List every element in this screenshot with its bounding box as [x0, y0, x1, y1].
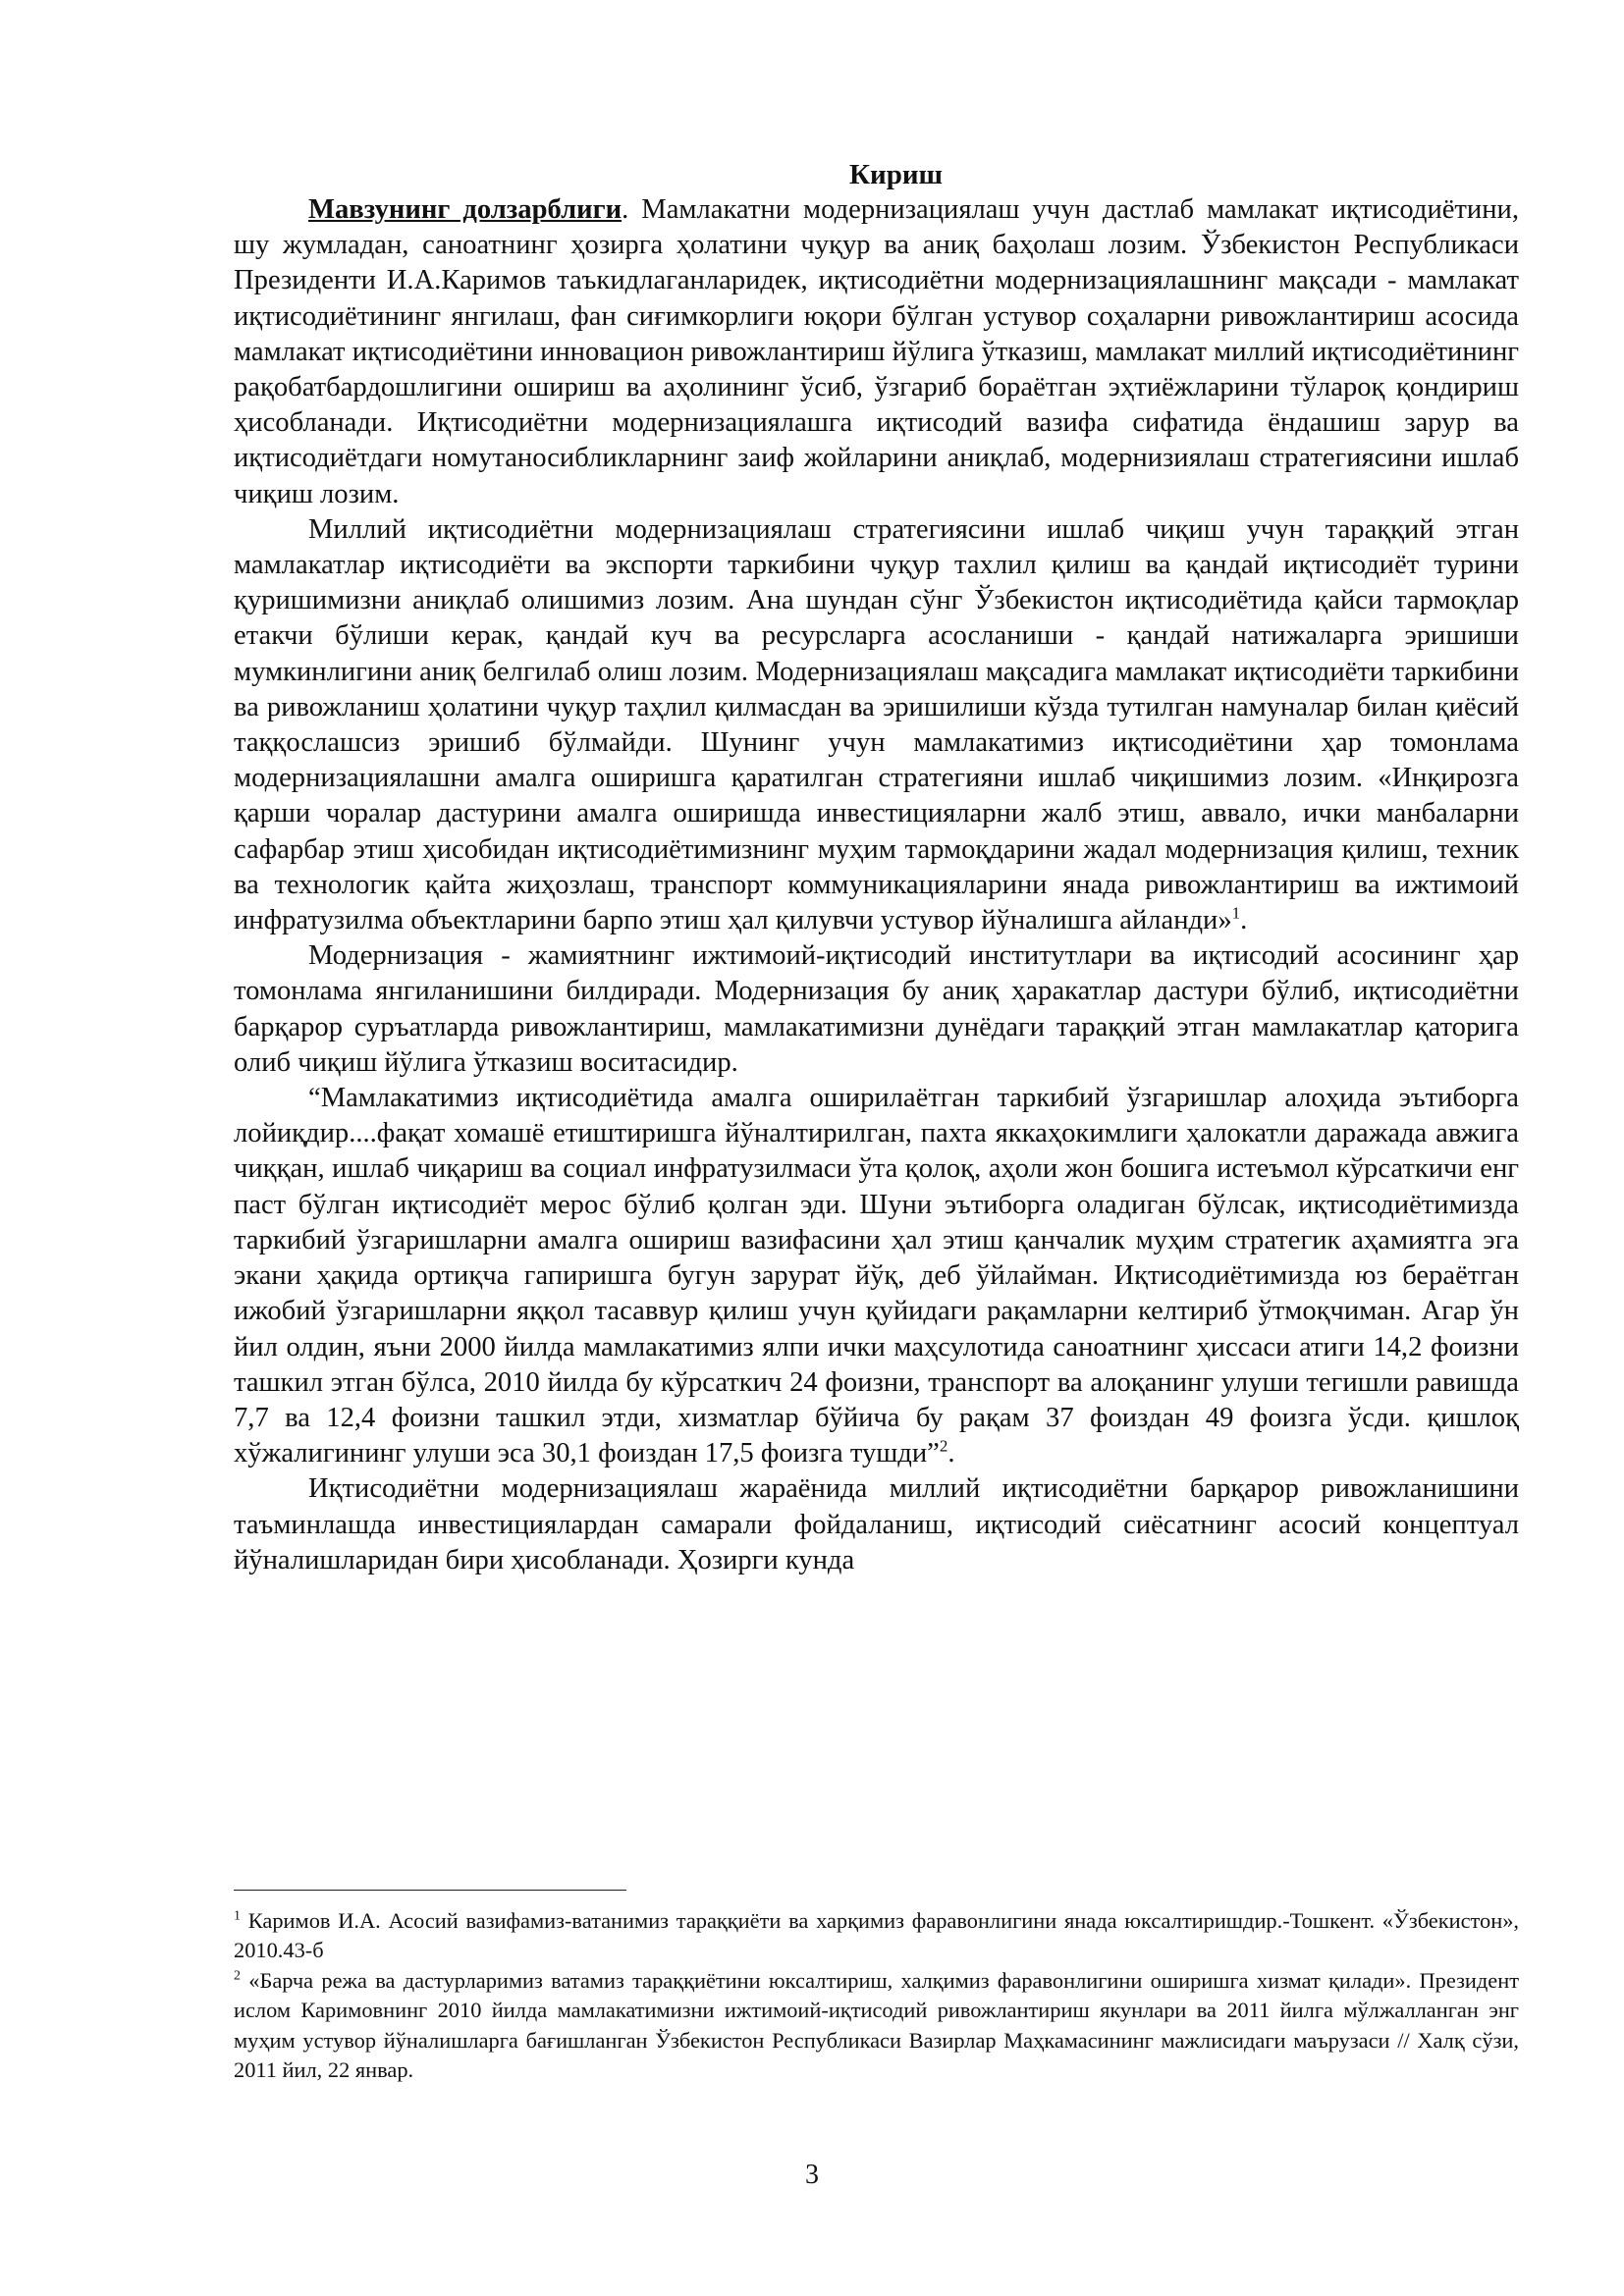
- paragraph-quote: [234, 1081, 1519, 1471]
- paragraph-text: Иқтисодиётни модернизациялаш жараёнида миллий иқтисодиётни барқарор ривожланишини таъминлашда инвестициялардан самарали фойдаланиш, иқтисодий сиёсатнинг асосий концептуал йўналишларидан бири ҳисобланади. Ҳозирги кунда: [234, 1473, 1519, 1575]
- page-number: 3: [805, 2160, 819, 2190]
- paragraph-text: Модернизация - жамиятнинг ижтимоий-иқтисодий институтлари ва иқтисодий асосининг ҳар томонлама янгиланишини билдиради. Модернизация бу аниқ ҳаракатлар дастури бўлиб, иқтисодиётни барқарор суръатларда ривожлантириш, мамлакатимизни дунёдаги тараққий этган мамлакатлар қаторига олиб чиқиш йўлига ўтказиш воситасидир.: [234, 940, 1519, 1078]
- paragraph-topic-relevance: [234, 192, 1519, 512]
- paragraph-strategy: [234, 512, 1519, 938]
- paragraph-investment: [234, 1471, 1519, 1578]
- paragraph-modernization-definition: [234, 938, 1519, 1081]
- main-content: [234, 157, 1519, 1578]
- footnote-text: «Барча режа ва дастурларимиз ватамиз тараққиётини юксалтириш, халқимиз фаравонлигини оширишга хизмат қилади». Президент ислом Каримовнинг 2010 йилда мамлакатимизни ижтимоий-иқтисодий ривожлантириш якунлари ва 2011 йилга мўлжалланган энг муҳим устувор йўналишларга бағишланган Ўзбекистон Республикаси Вазирлар Маҳкамасининг мажлисидаги маърузаси // Халқ сўзи, 2011 йил, 22 январ.: [234, 1967, 1519, 2083]
- footnote-1: [234, 1906, 1519, 1966]
- footnote-text: Каримов И.А. Асосий вазифамиз-ватанимиз тараққиёти ва харқимиз фаравонлигини янада юксалтиришдир.-Тошкент. «Ўзбекистон», 2010.43-б: [234, 1908, 1519, 1963]
- footnote-mark: 1: [234, 1908, 241, 1924]
- page-title: Кириш: [848, 159, 944, 190]
- footnote-divider: [234, 1890, 626, 1891]
- section-lead-heading: Мавзунинг долзарблиги: [308, 194, 623, 225]
- paragraph-tail: .: [1240, 905, 1248, 936]
- footnotes: [234, 1906, 1519, 2085]
- footnote-mark: 2: [234, 1968, 241, 1984]
- footnote-ref-1[interactable]: 1: [1231, 903, 1241, 923]
- paragraph-text: “Мамлакатимиз иқтисодиётида амалга оширилаётган таркибий ўзгаришлар алоҳида эътиборга лойиқдир....фақат хомашё етиштиришга йўналтирилган, пахта яккаҳокимлиги ҳалокатли даражада авжига чиққан, ишлаб чиқариш ва социал инфратузилмаси ўта қолоқ, аҳоли жон бошига истеъмол кўрсаткичи енг паст бўлган иқтисодиёт мерос бўлиб қолган эди. Шуни эътиборга оладиган бўлсак, иқтисодиётимизда таркибий ўзгаришларни амалга ошириш вазифасини ҳал этиш қанчалик муҳим стратегик аҳамиятга эга экани ҳақида ортиқча гапиришга бугун зарурат йўқ, деб ўйлайман. Иқтисодиётимизда юз бераётган ижобий ўзгаришларни яққол тасаввур қилиш учун қуйидаги рақамларни келтириб ўтмоқчиман. Агар ўн йил олдин, яъни 2000 йилда мамлакатимиз ялпи ички маҳсулотида саноатнинг ҳиссаси атиги 14,2 фоизни ташкил этган бўлса, 2010 йилда бу кўрсаткич 24 фоизни, транспорт ва алоқанинг улуши тегишли равишда 7,7 ва 12,4 фоизни ташкил этди, хизматлар бўйича бу рақам 37 фоиздан 49 фоизга ўсди. қишлоқ хўжалигининг улуши эса 30,1 фоиздан 17,5 фоизга тушди”: [234, 1083, 1519, 1469]
- footnote-2: [234, 1966, 1519, 2086]
- footnote-ref-2[interactable]: 2: [939, 1436, 948, 1456]
- paragraph-text: . Мамлакатни модернизациялаш учун дастлаб мамлакат иқтисодиётини, шу жумладан, саноатнинг ҳозирга ҳолатини чуқур ва аниқ баҳолаш лозим. Ўзбекистон Республикаси Президенти И.А.Каримов таъкидлаганларидек, иқтисодиётни модернизациялашнинг мақсади - мамлакат иқтисодиётининг янгилаш, фан сиғимкорлиги юқори бўлган устувор соҳаларни ривожлантириш асосида мамлакат иқтисодиётини инновацион ривожлантириш йўлига ўтказиш, мамлакат миллий иқтисодиётининг рақобатбардошлигини ошириш ва аҳолининг ўсиб, ўзгариб бораётган эҳтиёжларини тўлароқ қондириш ҳисобланади. Иқтисодиётни модернизациялашга иқтисодий вазифа сифатида ёндашиш зарур ва иқтисодиётдаги номутаносибликларнинг заиф жойларини аниқлаб, модернизиялаш стратегиясини ишлаб чиқиш лозим.: [234, 194, 1519, 509]
- paragraph-tail: .: [947, 1438, 955, 1469]
- paragraph-text: Миллий иқтисодиётни модернизациялаш стратегиясини ишлаб чиқиш учун тараққий этган мамлакатлар иқтисодиёти ва экспорти таркибини чуқур тахлил қилиш ва қандай иқтисодиёт турини қуришимизни аниқлаб олишимиз лозим. Ана шундан сўнг Ўзбекистон иқтисодиётида қайси тармоқлар етакчи бўлиши керак, қандай куч ва ресурсларга асосланиши - қандай натижаларга эришиши мумкинлигини аниқ белгилаб олиш лозим. Модернизациялаш мақсадига мамлакат иқтисодиёти таркибини ва ривожланиш ҳолатини чуқур таҳлил қилмасдан ва эришилиши кўзда тутилган намуналар билан қиёсий таққослашсиз эришиб бўлмайди. Шунинг учун мамлакатимиз иқтисодиётини ҳар томонлама модернизациялашни амалга оширишга қаратилган стратегияни ишлаб чиқишимиз лозим. «Инқирозга қарши чоралар дастурини амалга оширишда инвестицияларни жалб этиш, аввало, ички манбаларни сафарбар этиш ҳисобидан иқтисодиётимизнинг муҳим тармоқдарини жадал модернизация қилиш, техник ва технологик қайта жиҳозлаш, транспорт коммуникацияларини янада ривожлантириш ва ижтимоий инфратузилма объектларини барпо этиш ҳал қилувчи устувор йўналишга айланди»: [234, 513, 1519, 936]
